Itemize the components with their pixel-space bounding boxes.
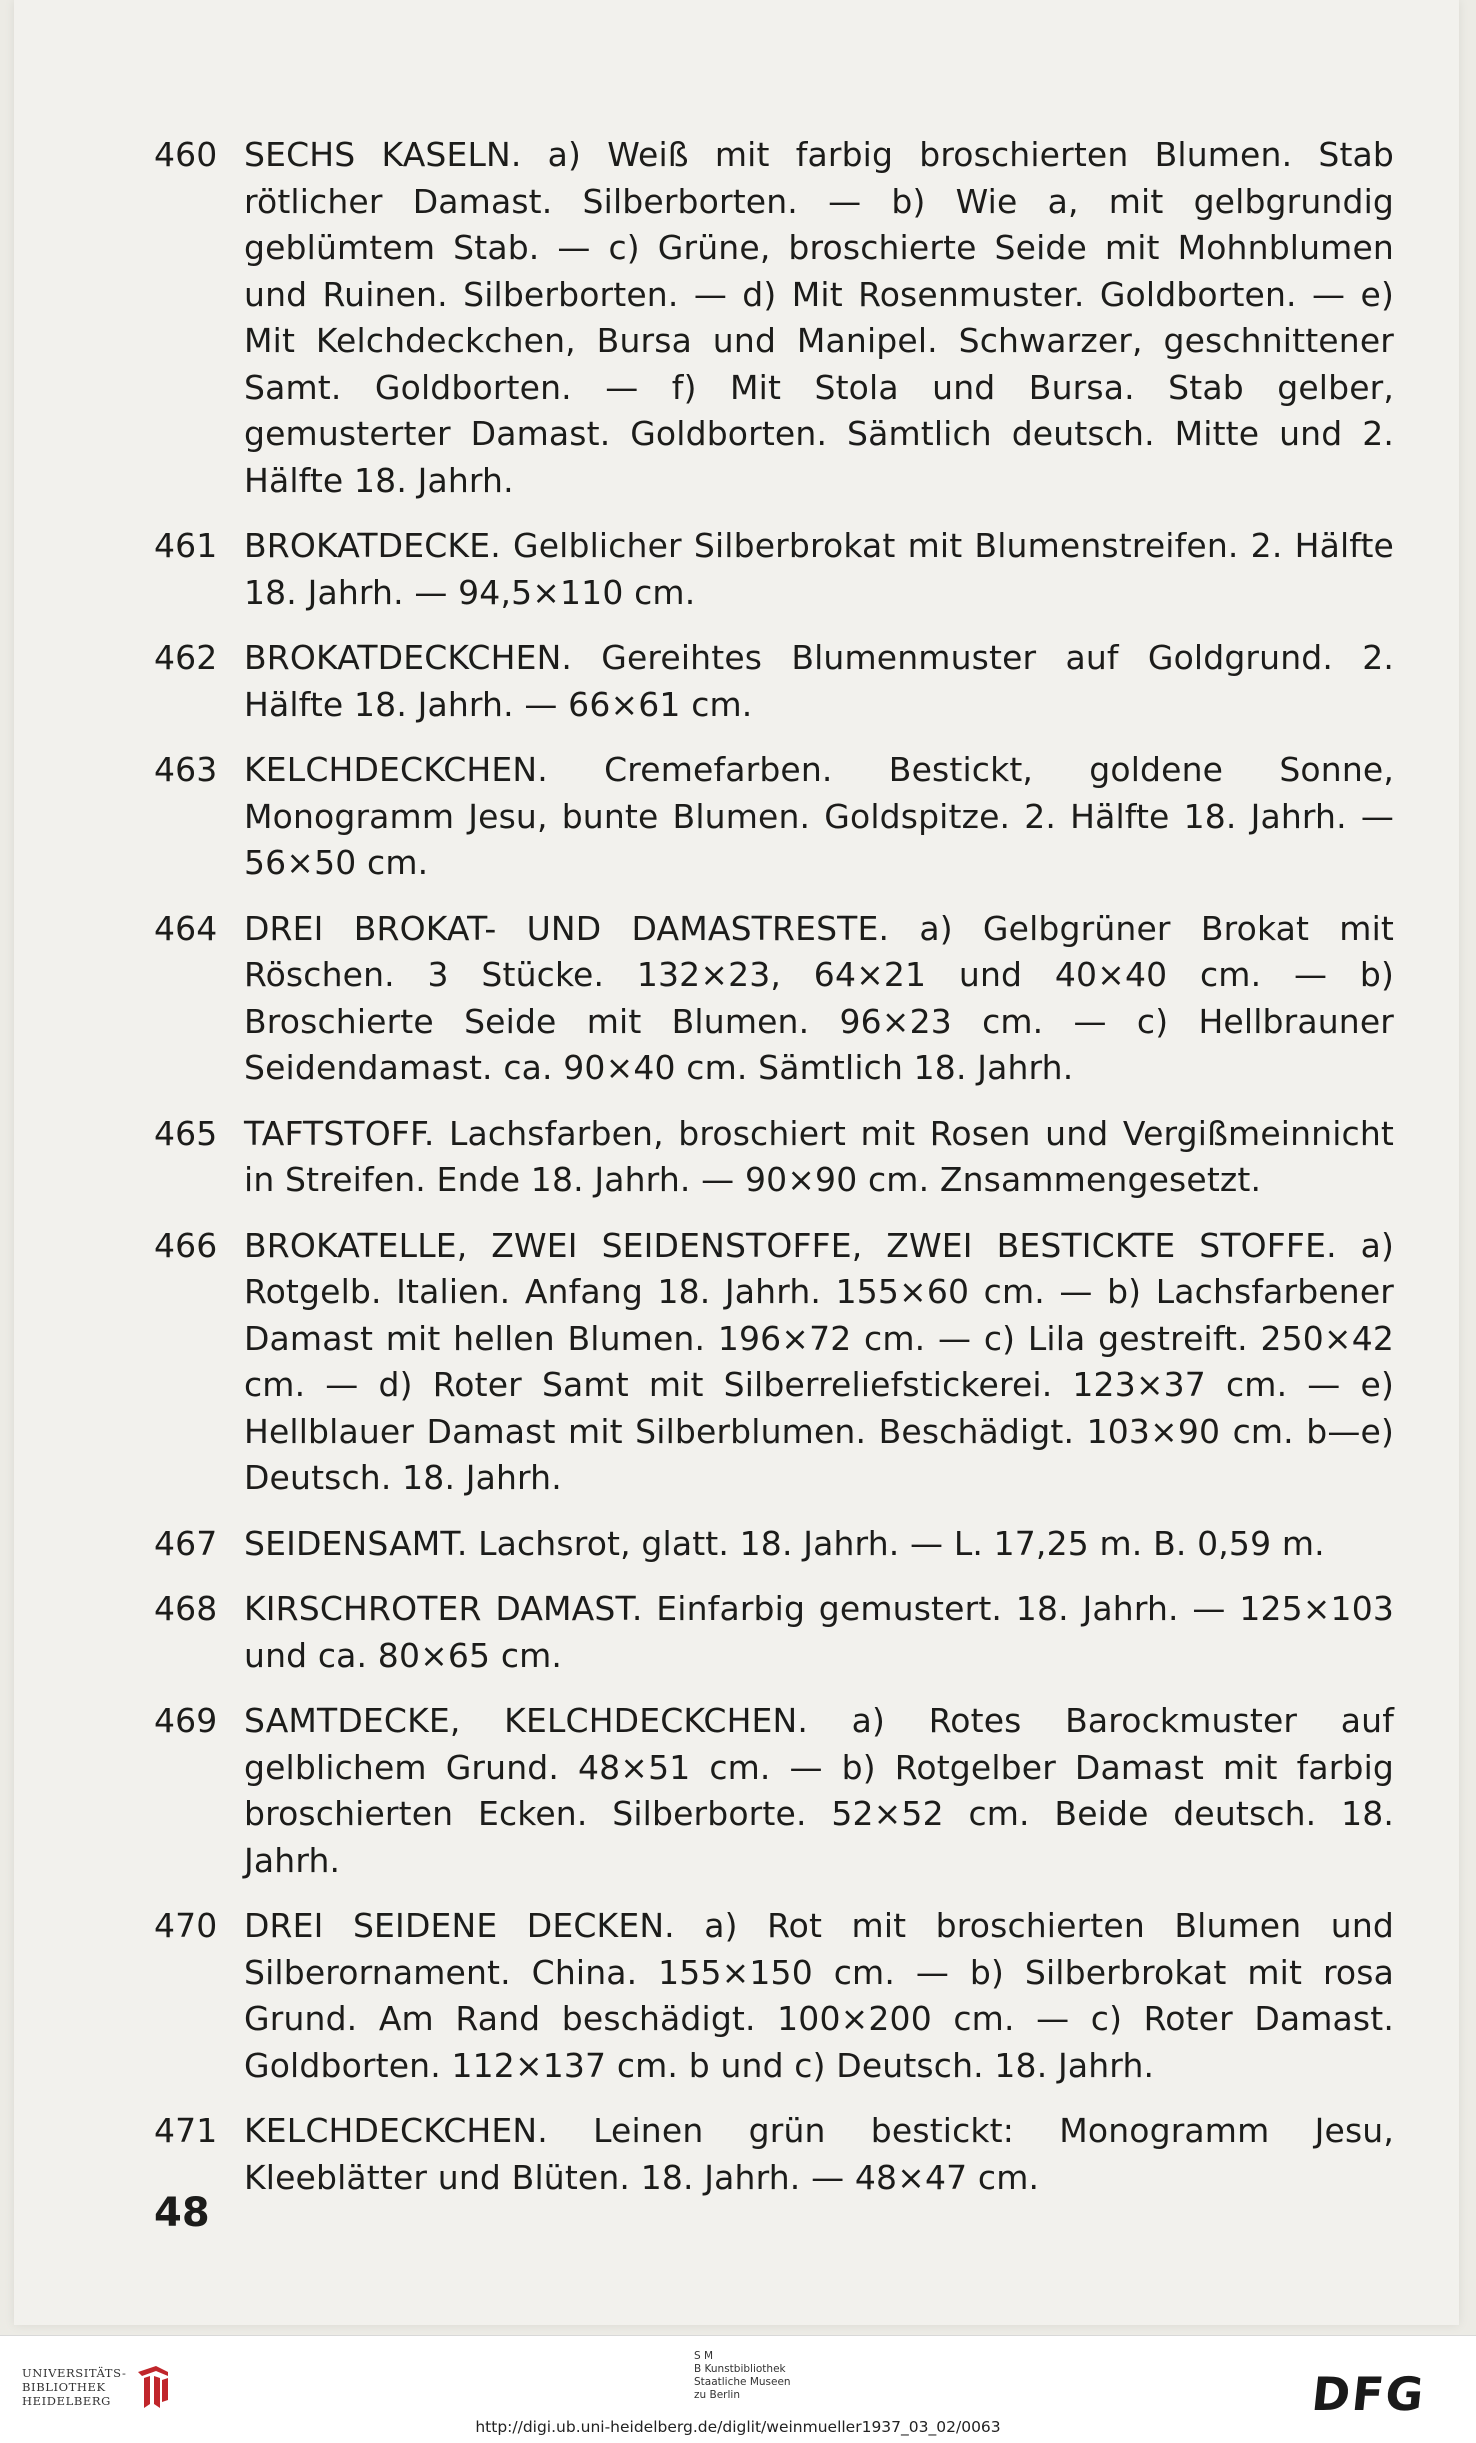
catalog-entry: [154, 132, 1394, 504]
entry-number: 463: [154, 750, 218, 789]
entry-list: [154, 132, 1394, 2220]
entry-text: BROKATDECKE. Gelblicher Silberbrokat mit Blumenstreifen. 2. Hälfte 18. Jahrh. — 94,5×110 cm.: [244, 526, 1394, 612]
university-library-logo[interactable]: [22, 2364, 172, 2410]
university-library-name: UNIVERSITÄTS- BIBLIOTHEK HEIDELBERG: [22, 2366, 127, 2408]
permalink-url[interactable]: http://digi.ub.uni-heidelberg.de/diglit/weinmueller1937_03_02/0063: [475, 2418, 1001, 2436]
page-number: 48: [154, 2190, 210, 2236]
catalog-entry: [154, 1223, 1394, 1502]
university-emblem-icon: [134, 2364, 172, 2410]
entry-number: 468: [154, 1589, 218, 1628]
entry-number: 469: [154, 1701, 218, 1740]
entry-text: KELCHDECKCHEN. Cremefarben. Bestickt, goldene Sonne, Monogramm Jesu, bunte Blumen. Goldspitze. 2. Hälfte 18. Jahrh. — 56×50 cm.: [244, 750, 1394, 882]
entry-number: 467: [154, 1523, 218, 1563]
entry-number: 465: [154, 1113, 218, 1153]
entry-number: 471: [154, 2111, 218, 2150]
entry-text: TAFTSTOFF. Lachsfarben, broschiert mit Rosen und Vergißmeinnicht in Streifen. Ende 18. Jahrh. — 90×90 cm. Znsammengesetzt.: [244, 1113, 1394, 1199]
catalog-entry: [154, 1698, 1394, 1884]
catalog-entry: [154, 1521, 1394, 1568]
entry-number: 461: [154, 526, 218, 565]
catalog-page: [14, 0, 1459, 2325]
entry-number: 464: [154, 908, 218, 948]
dfg-logo[interactable]: DFG: [1309, 2367, 1429, 2421]
entry-number: 466: [154, 1225, 218, 1265]
entry-number: 470: [154, 1906, 218, 1945]
entry-text: SEIDENSAMT. Lachsrot, glatt. 18. Jahrh. — L. 17,25 m. B. 0,59 m.: [244, 1523, 1325, 1563]
catalog-entry: [154, 2108, 1394, 2201]
entry-number: 462: [154, 638, 218, 677]
entry-text: BROKATDECKCHEN. Gereihtes Blumenmuster auf Goldgrund. 2. Hälfte 18. Jahrh. — 66×61 cm.: [244, 638, 1394, 724]
catalog-entry: [154, 906, 1394, 1092]
entry-text: KELCHDECKCHEN. Leinen grün bestickt: Monogramm Jesu, Kleeblätter und Blüten. 18. Jahrh. — 48×47 cm.: [244, 2111, 1394, 2197]
viewer-footer: [0, 2335, 1476, 2443]
catalog-entry: [154, 1903, 1394, 2089]
catalog-entry: [154, 747, 1394, 887]
entry-text: DREI SEIDENE DECKEN. a) Rot mit broschierten Blumen und Silberornament. China. 155×150 cm. — b) Silberbrokat mit rosa Grund. Am Rand beschädigt. 100×200 cm. — c) Roter Damast. Goldborten. 112×137 cm. b und c) Deutsch. 18. Jahrh.: [244, 1906, 1394, 2085]
entry-text: SECHS KASELN. a) Weiß mit farbig broschierten Blumen. Stab rötlicher Damast. Silberborten. — b) Wie a, mit gelbgrundig geblümtem Stab. — c) Grüne, broschierte Seide mit Mohnblumen und Ruinen. Silberborten. — d) Mit Rosenmuster. Goldborten. — e) Mit Kelchdeckchen, Bursa und Manipel. Schwarzer, geschnittener Samt. Goldborten. — f) Mit Stola und Bursa. Stab gelber, gemusterter Damast. Goldborten. Sämtlich deutsch. Mitte und 2. Hälfte 18. Jahrh.: [244, 135, 1394, 500]
catalog-entry: [154, 1111, 1394, 1204]
entry-number: 460: [154, 135, 218, 174]
entry-text: DREI BROKAT- UND DAMASTRESTE. a) Gelbgrüner Brokat mit Röschen. 3 Stücke. 132×23, 64×21 und 40×40 cm. — b) Broschierte Seide mit Blumen. 96×23 cm. — c) Hellbrauner Seidendamast. ca. 90×40 cm. Sämtlich 18. Jahrh.: [244, 908, 1394, 1087]
library-stamp: S M B Kunstbibliothek Staatliche Museen zu Berlin: [694, 2350, 791, 2401]
catalog-entry: [154, 523, 1394, 616]
entry-text: BROKATELLE, ZWEI SEIDENSTOFFE, ZWEI BESTICKTE STOFFE. a) Rotgelb. Italien. Anfang 18. Jahrh. 155×60 cm. — b) Lachsfarbener Damast mit hellen Blumen. 196×72 cm. — c) Lila gestreift. 250×42 cm. — d) Roter Samt mit Silberreliefstickerei. 123×37 cm. — e) Hellblauer Damast mit Silberblumen. Beschädigt. 103×90 cm. b—e) Deutsch. 18. Jahrh.: [244, 1225, 1394, 1497]
catalog-entry: [154, 1586, 1394, 1679]
entry-text: SAMTDECKE, KELCHDECKCHEN. a) Rotes Barockmuster auf gelblichem Grund. 48×51 cm. — b) Rotgelber Damast mit farbig broschierten Ecken. Silberborte. 52×52 cm. Beide deutsch. 18. Jahrh.: [244, 1701, 1394, 1880]
catalog-entry: [154, 635, 1394, 728]
entry-text: KIRSCHROTER DAMAST. Einfarbig gemustert. 18. Jahrh. — 125×103 und ca. 80×65 cm.: [244, 1589, 1394, 1675]
